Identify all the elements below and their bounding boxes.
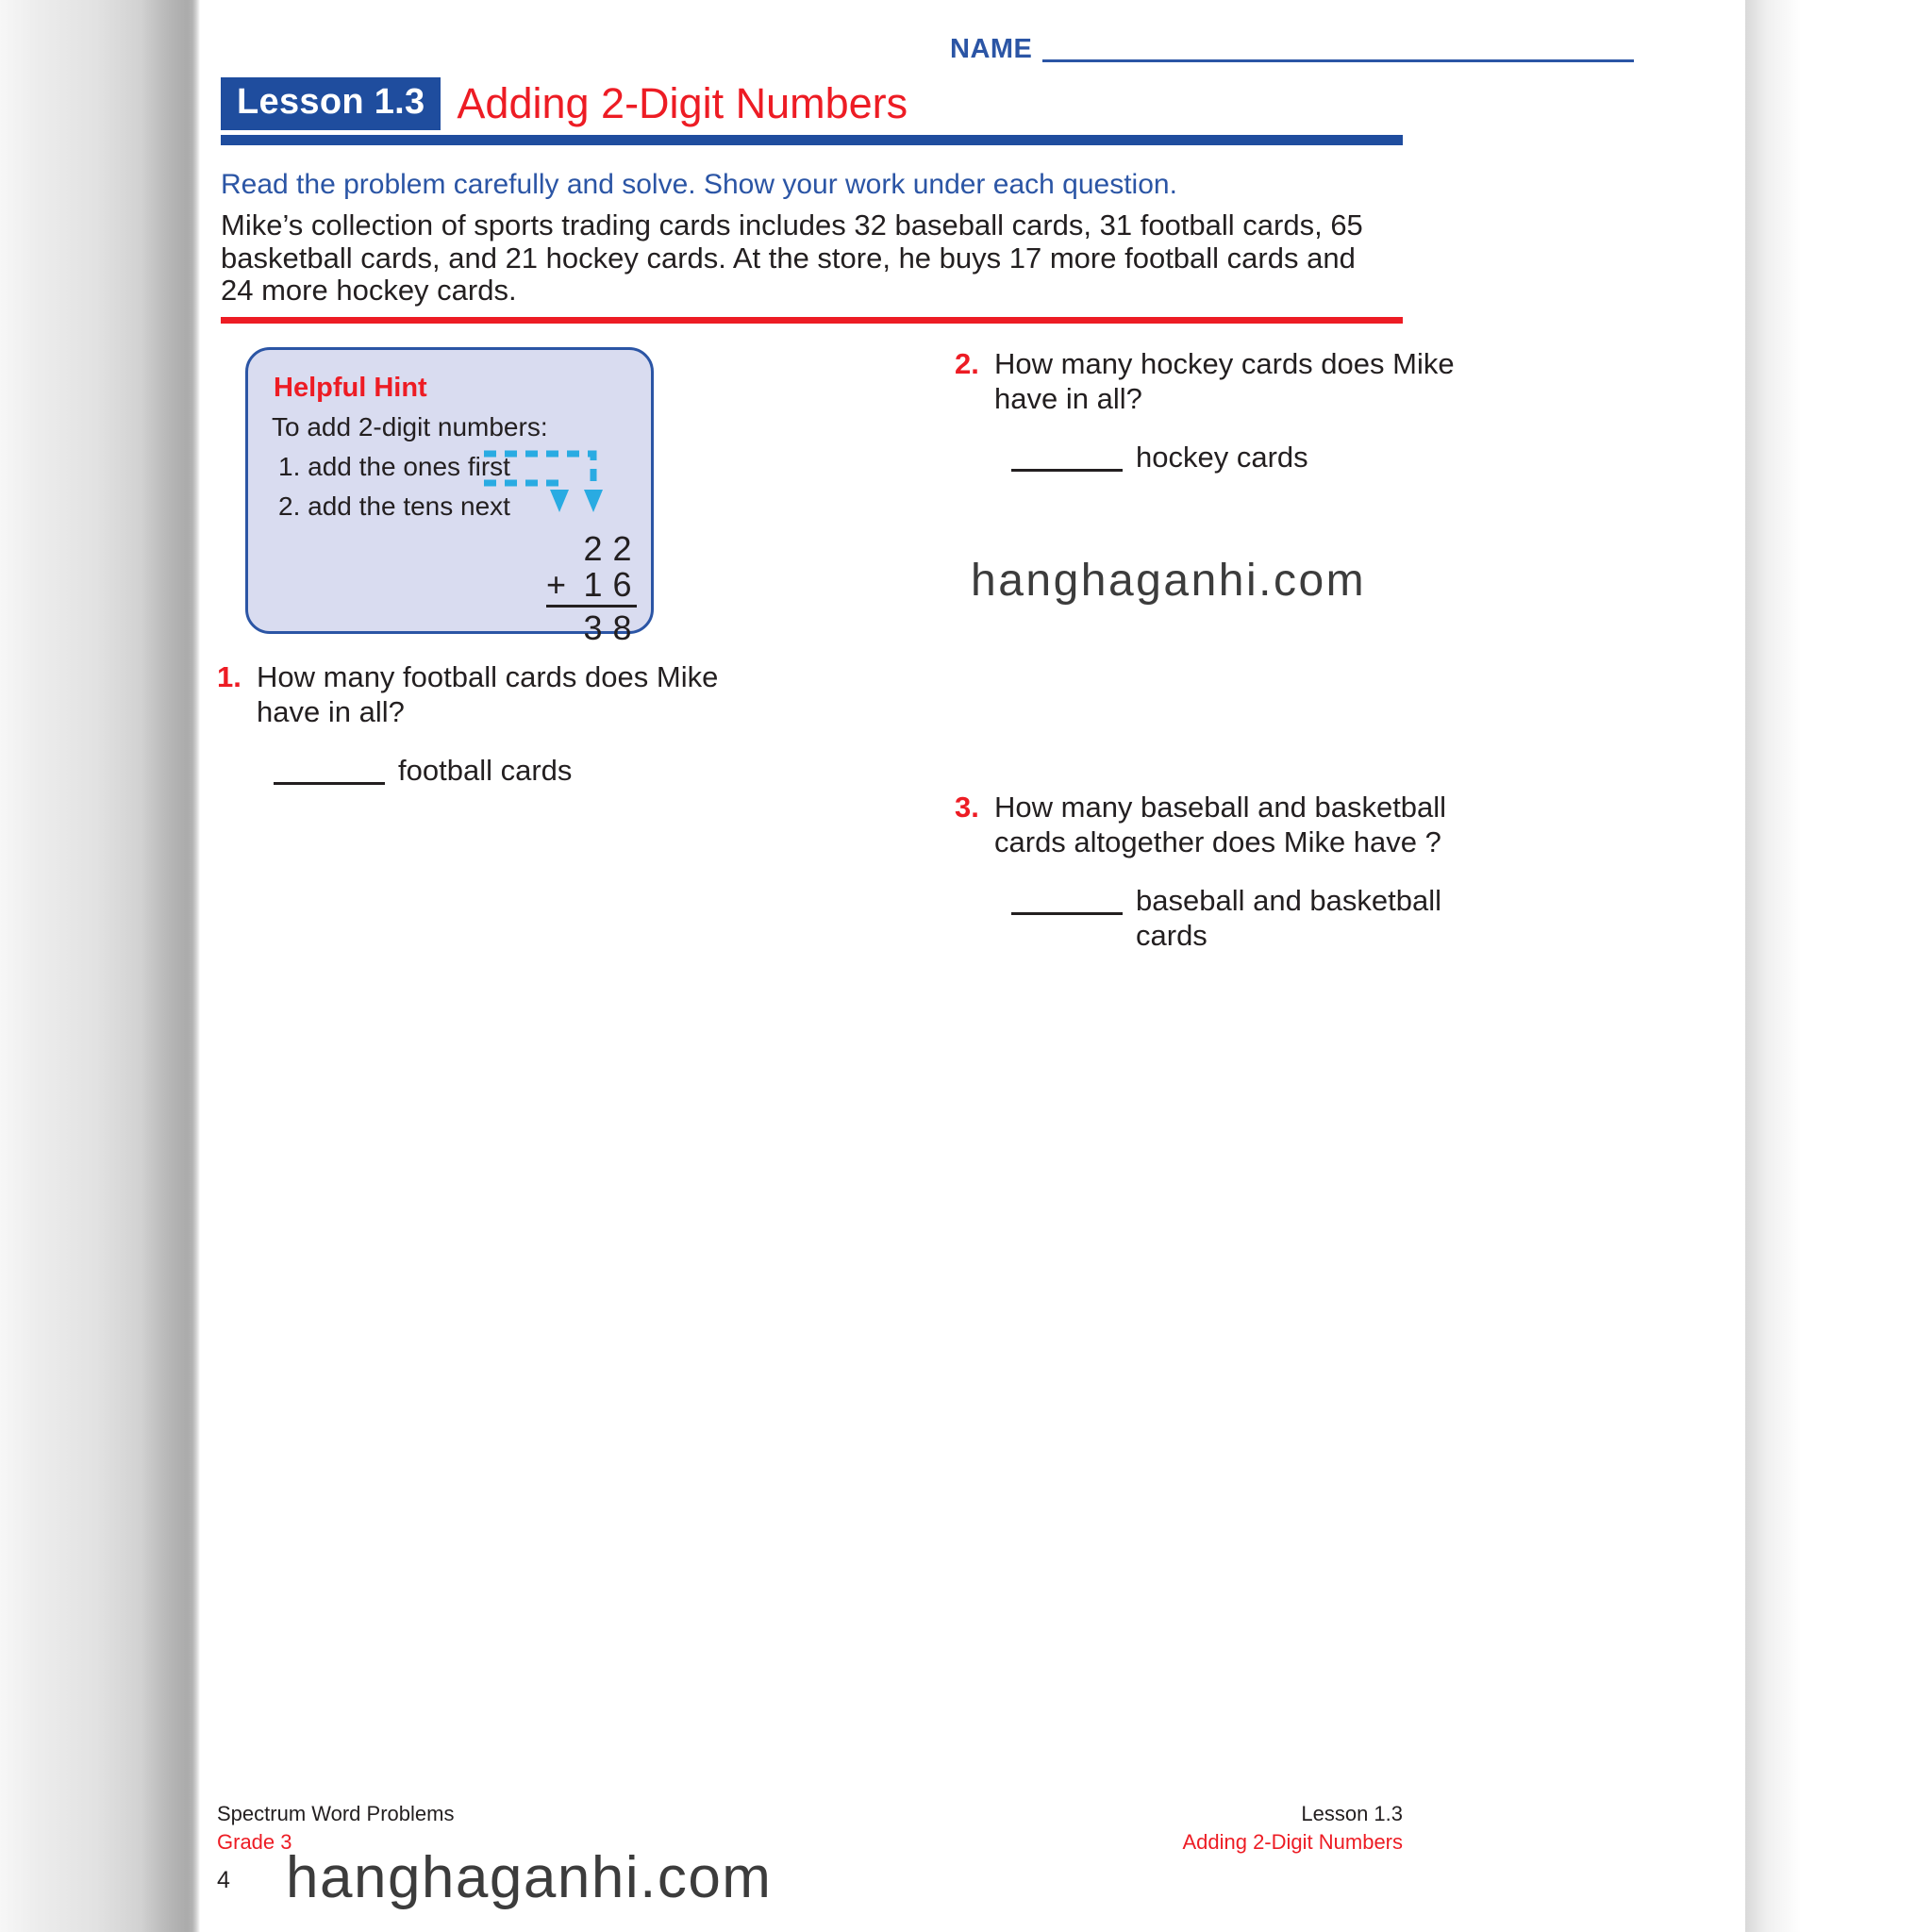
hint-title: Helpful Hint <box>274 373 427 403</box>
footer-book-title: Spectrum Word Problems <box>217 1802 455 1825</box>
question-1-answer-label: football cards <box>398 754 573 788</box>
question-2-answer-row <box>1011 441 1483 475</box>
question-1-text: How many football cards does Mike have in all? <box>257 660 719 728</box>
addition-operator: + <box>546 565 567 604</box>
addend-row-2 <box>514 565 637 604</box>
question-3-text: How many baseball and basketball cards altogether does Mike have ? <box>994 791 1447 858</box>
helpful-hint-box <box>245 347 654 647</box>
addend2-ones: 6 <box>612 565 632 604</box>
question-3-head <box>955 791 1483 859</box>
question-3-number: 3. <box>955 791 979 824</box>
question-1 <box>217 660 745 789</box>
addend1-tens: 2 <box>583 529 603 568</box>
worksheet-sheet <box>200 0 1745 1932</box>
hint-dashed-arrows <box>482 444 624 539</box>
footer-right <box>1182 1800 1403 1856</box>
book-binding-shadow-left-inner <box>142 0 200 1932</box>
page-number: 4 <box>217 1867 230 1894</box>
hint-addition-example <box>514 529 637 647</box>
lesson-badge: Lesson 1.3 <box>221 77 441 130</box>
name-field-row <box>950 36 1634 65</box>
footer-grade: Grade 3 <box>217 1829 292 1854</box>
page-edge-shadow-right <box>1745 0 1932 1932</box>
question-1-answer-row <box>274 754 745 789</box>
dashed-arrow-icon <box>482 444 624 539</box>
hint-step-one: 1. add the ones first <box>278 452 510 481</box>
total-ones: 8 <box>612 608 632 647</box>
directions-text: Read the problem carefully and solve. Show your work under each question. <box>221 169 1177 200</box>
total-tens: 3 <box>583 608 603 647</box>
question-3-answer-blank[interactable] <box>1011 884 1123 915</box>
addend-row-1 <box>514 529 637 568</box>
question-3 <box>955 791 1483 953</box>
question-2-head <box>955 347 1483 416</box>
name-write-line[interactable] <box>1042 59 1634 62</box>
hint-lead-text: To add 2-digit numbers: <box>272 412 548 441</box>
addend1-ones: 2 <box>612 529 632 568</box>
question-3-answer-label: baseball and basketball cards <box>1136 884 1442 952</box>
footer-lesson-name: Adding 2-Digit Numbers <box>1182 1829 1403 1854</box>
story-problem-text: Mike’s collection of sports trading cards includes 32 baseball cards, 31 football cards, 65 basketball cards, and 21 hockey cards. At the store, he buys 17 more football cards and 24 more hockey cards. <box>221 208 1363 308</box>
watermark-middle: hanghaganhi.com <box>971 556 1367 606</box>
question-2-number: 2. <box>955 347 979 380</box>
total-row <box>514 608 637 647</box>
question-2-answer-label: hockey cards <box>1136 441 1308 475</box>
hint-step-two: 2. add the tens next <box>278 491 510 521</box>
question-1-head <box>217 660 745 729</box>
question-1-number: 1. <box>217 660 242 693</box>
section-divider-red <box>221 317 1403 324</box>
lesson-title: Adding 2-Digit Numbers <box>457 79 908 128</box>
footer-lesson-ref: Lesson 1.3 <box>1301 1802 1403 1825</box>
watermark-bottom: hanghaganhi.com <box>286 1845 773 1910</box>
name-label: NAME <box>950 34 1033 64</box>
question-1-answer-blank[interactable] <box>274 754 385 785</box>
question-2-text: How many hockey cards does Mike have in all? <box>994 347 1455 415</box>
lesson-header <box>221 77 908 130</box>
question-2-answer-blank[interactable] <box>1011 441 1123 472</box>
question-2 <box>955 347 1483 475</box>
addition-rule-line <box>546 605 637 608</box>
header-divider-blue <box>221 135 1403 145</box>
addend2-tens: 1 <box>583 565 603 604</box>
question-3-answer-row <box>1011 884 1483 953</box>
